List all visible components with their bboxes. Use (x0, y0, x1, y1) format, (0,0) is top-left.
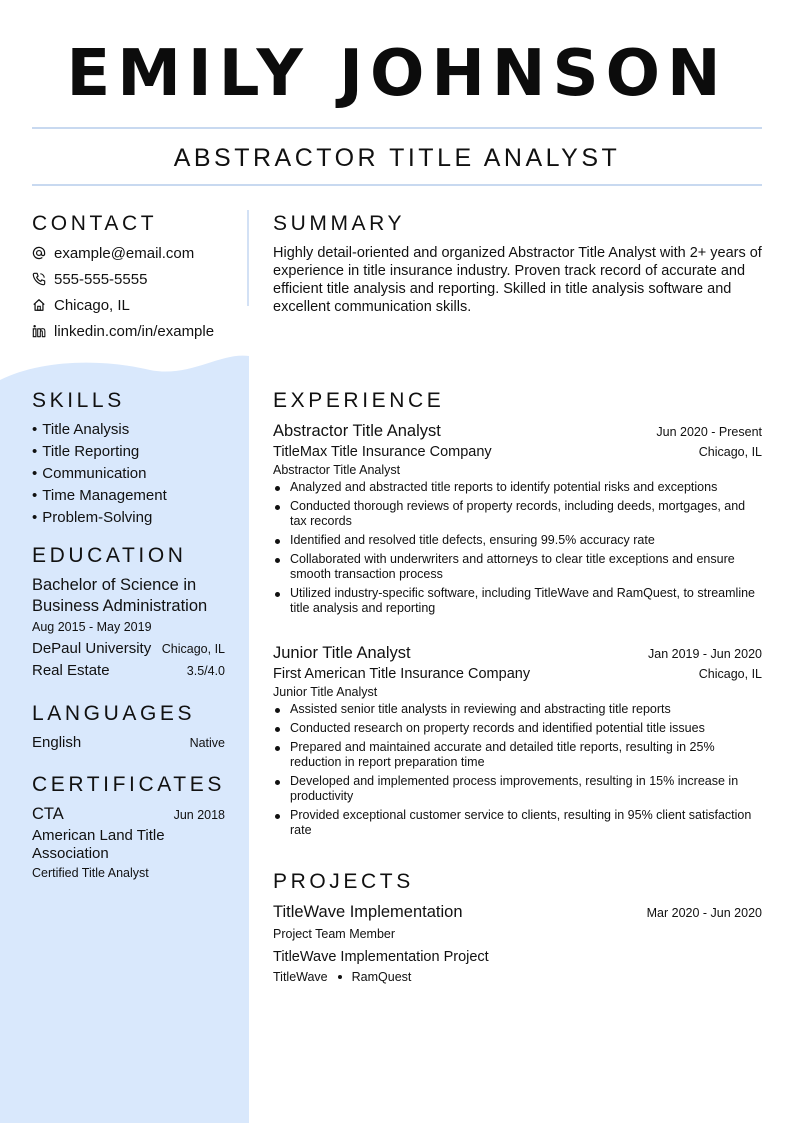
project-tag: RamQuest (351, 970, 412, 984)
education-school-row (32, 638, 225, 660)
experience-bullet: Utilized industry-specific software, including TitleWave and RamQuest, to streamline title analysis and reporting (273, 586, 762, 616)
project-dates: Mar 2020 - Jun 2020 (646, 906, 762, 920)
education-field-row (32, 660, 225, 682)
contact-phone-text: 555-555-5555 (54, 270, 148, 288)
certificate-description: Certified Title Analyst (32, 866, 149, 880)
contact-location (32, 295, 130, 315)
languages-heading: LANGUAGES (32, 702, 196, 725)
job-title: ABSTRACTOR TITLE ANALYST (173, 144, 621, 172)
experience-bullet: Collaborated with underwriters and attorneys to clear title exceptions and ensure smooth transaction process (273, 552, 762, 582)
contact-email[interactable] (32, 243, 194, 263)
experience-dates: Jan 2019 - Jun 2020 (648, 647, 762, 661)
experience-bullet: Prepared and maintained accurate and detailed title reports, resulting in 25% reduction in report preparation time (273, 740, 762, 770)
experience-bullets (273, 480, 762, 616)
experience-role: Junior Title Analyst (273, 644, 411, 662)
certificate-issuer: American Land Title Association (32, 827, 165, 862)
skill-item: • Title Reporting (32, 441, 232, 463)
education-dates: Aug 2015 - May 2019 (32, 620, 152, 634)
project-role: Project Team Member (273, 927, 396, 941)
header-rule-top (32, 127, 762, 129)
contact-phone[interactable] (32, 269, 147, 289)
certificate-entry (32, 804, 225, 882)
skills-heading: SKILLS (32, 389, 125, 412)
header-rule-bottom (32, 184, 762, 186)
experience-subtitle: Junior Title Analyst (273, 685, 378, 699)
project-title: TitleWave Implementation Project (273, 949, 489, 965)
experience-heading: EXPERIENCE (273, 389, 445, 412)
project-tag: TitleWave (273, 970, 328, 984)
skills-list (32, 419, 232, 529)
skill-item: • Title Analysis (32, 419, 232, 441)
experience-dates: Jun 2020 - Present (656, 425, 762, 439)
education-school: DePaul University (32, 640, 152, 657)
project-tags (273, 968, 762, 986)
candidate-name: EMILY JOHNSON (66, 37, 728, 111)
education-heading: EDUCATION (32, 544, 187, 567)
experience-bullet: Conducted thorough reviews of property records, including deeds, mortgages, and tax records (273, 499, 762, 529)
experience-bullet: Identified and resolved title defects, ensuring 99.5% accuracy rate (273, 533, 762, 548)
contact-linkedin[interactable] (32, 321, 214, 341)
experience-bullet: Assisted senior title analysts in reviewing and abstracting title reports (273, 702, 762, 717)
experience-entry (273, 420, 762, 620)
summary-heading: SUMMARY (273, 212, 406, 235)
experience-location: Chicago, IL (698, 445, 762, 459)
education-field: Real Estate (32, 662, 110, 679)
language-level: Native (189, 736, 225, 750)
experience-location: Chicago, IL (698, 667, 762, 681)
experience-bullet: Developed and implemented process improvements, resulting in 15% increase in productivity (273, 774, 762, 804)
education-location: Chicago, IL (161, 642, 225, 656)
skill-item: • Problem-Solving (32, 507, 232, 529)
language-name: English (32, 734, 82, 751)
projects-heading: PROJECTS (273, 870, 414, 893)
education-entry (32, 575, 225, 682)
experience-entry (273, 642, 762, 842)
tag-separator-dot (338, 975, 342, 979)
certificate-date: Jun 2018 (173, 808, 225, 822)
home-icon (32, 298, 46, 312)
certificates-heading: CERTIFICATES (32, 773, 225, 796)
linkedin-icon (32, 324, 46, 338)
education-degree: Bachelor of Science in Business Administration (32, 576, 208, 615)
phone-icon (32, 272, 46, 286)
experience-company: First American Title Insurance Company (273, 666, 531, 682)
certificate-name: CTA (32, 805, 64, 823)
education-gpa: 3.5/4.0 (186, 664, 225, 678)
experience-bullet: Provided exceptional customer service to clients, resulting in 95% client satisfaction rate (273, 808, 762, 838)
at-icon (32, 246, 46, 260)
experience-subtitle: Abstractor Title Analyst (273, 463, 401, 477)
skill-item: • Time Management (32, 485, 232, 507)
skill-item: • Communication (32, 463, 232, 485)
project-entry (273, 901, 762, 986)
column-divider (247, 210, 249, 306)
experience-role: Abstractor Title Analyst (273, 422, 441, 440)
contact-linkedin-text: linkedin.com/in/example (54, 322, 215, 340)
language-entry (32, 732, 225, 754)
experience-bullet: Analyzed and abstracted title reports to identify potential risks and exceptions (273, 480, 762, 495)
contact-heading: CONTACT (32, 212, 158, 235)
experience-company: TitleMax Title Insurance Company (273, 444, 492, 460)
experience-bullets (273, 702, 762, 838)
contact-email-text: example@email.com (54, 244, 195, 262)
summary-text: Highly detail-oriented and organized Abstractor Title Analyst with 2+ years of experience in title insurance industry. Proven track record of accurate and efficient title analysis and reporting. Skilled in title analysis software and excellent communication skills. (273, 245, 762, 315)
contact-location-text: Chicago, IL (54, 296, 130, 314)
project-name: TitleWave Implementation (273, 903, 463, 921)
experience-bullet: Conducted research on property records and identified potential title issues (273, 721, 762, 736)
